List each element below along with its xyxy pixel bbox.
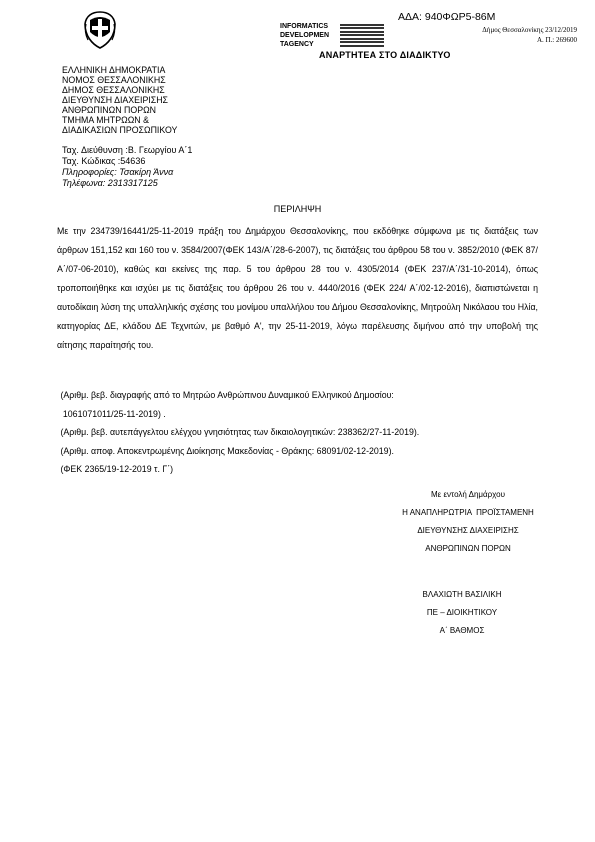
logo-fine-print bbox=[340, 22, 384, 48]
references-list bbox=[58, 386, 419, 479]
organization-block: ΕΛΛΗΝΙΚΗ ΔΗΜΟΚΡΑΤΙΑ ΝΟΜΟΣ ΘΕΣΣΑΛΟΝΙΚΗΣ ΔΗΜΟΣ ΘΕΣΣΑΛΟΝΙΚΗΣ ΔΙΕΥΘΥΝΣΗ ΔΙΑΧΕΙΡΙΣΗΣ ΑΝΘΡΩΠΙΝΩΝ ΠΟΡΩΝ ΤΜΗΜΑ ΜΗΤΡΩΩΝ & ΔΙΑΔΙΚΑΣΙΩΝ ΠΡΟΣΩΠΙΚΟΥ bbox=[62, 65, 178, 135]
greek-emblem-icon bbox=[82, 10, 118, 50]
info-person: Πληροφορίες: Τσακίρη Άννα bbox=[62, 167, 174, 177]
phone: Τηλέφωνα: 2313317125 bbox=[62, 178, 158, 188]
posting-notice: ΑΝΑΡΤΗΤΕΑ ΣΤΟ ΔΙΑΔΙΚΤΥΟ bbox=[319, 50, 451, 60]
reference-line: (ΦΕΚ 2365/19-12-2019 τ. Γ΄) bbox=[58, 464, 174, 474]
address: Ταχ. Διεύθυνση :Β. Γεωργίου Α΄1 bbox=[62, 145, 193, 155]
informatics-logo: INFORMATICS DEVELOPMEN TAGENCY bbox=[280, 23, 330, 48]
reference-line: 1061071011/25-11-2019) . bbox=[58, 408, 166, 419]
reference-line: (Αριθμ. βεβ. αυτεπάγγελτου ελέγχου γνησιότητας των δικαιολογητικών: 238362/27-11-2019). bbox=[58, 427, 420, 437]
document-date: Δήμος Θεσσαλονίκης 23/12/2019 bbox=[482, 26, 577, 34]
signer-name-block: ΒΛΑΧΙΩΤΗ ΒΑΣΙΛΙΚΗ ΠΕ – ΔΙΟΙΚΗΤΙΚΟΥ Α΄ ΒΑΘΜΟΣ bbox=[422, 590, 502, 635]
contact-block bbox=[62, 145, 192, 189]
reference-line: (Αριθμ. αποφ. Αποκεντρωμένης Διοίκησης Μακεδονίας - Θράκης: 68091/02-12-2019). bbox=[58, 445, 394, 456]
ada-code: ΑΔΑ: 940ΦΩΡ5-86Μ bbox=[398, 11, 496, 23]
signature-authority: Με εντολή Δημάρχου Η ΑΝΑΠΛΗΡΩΤΡΙΑ ΠΡΟΪΣΤΑΜΕΝΗ ΔΙΕΥΘΥΝΣΗΣ ΔΙΑΧΕΙΡΙΣΗΣ ΑΝΘΡΩΠΙΝΩΝ ΠΟΡΩΝ bbox=[402, 490, 534, 553]
protocol-number: Α. Π.: 269600 bbox=[536, 36, 577, 44]
date-protocol bbox=[482, 25, 577, 45]
postcode: Ταχ. Κώδικας :54636 bbox=[62, 156, 146, 166]
summary-body: Με την 234739/16441/25-11-2019 πράξη του Δημάρχου Θεσσαλονίκης, που εκδόθηκε σύμφωνα με τις διατάξεις των άρθρων 151,152 και 160 του ν. 3584/2007(ΦΕΚ 143/Α΄/28-6-2007), τις διατάξεις του άρθρου 58 του ν. 3852/2010 (ΦΕΚ 87/Α΄/07-06-2010), καθώς και εκείνες της παρ. 5 του άρθρου 28 του ν. 4305/2014 (ΦΕΚ 237/Α΄/31-10-2014), όπως τροποποιήθηκε και ισχύει με τις διατάξεις του άρθρου 26 του ν. 4440/2016 (ΦΕΚ 224/ Α΄/02-12-2016), διαπιστώνεται η αυτοδίκαιη λύση της υπαλληλικής σχέσης του μονίμου υπαλλήλου του Δήμου Θεσσαλονίκης, Μητρούλη Νικόλαου του Ηλία, κατηγορίας ΔΕ, κλάδου ΔΕ Τεχνιτών, με βαθμό Α', την 25-11-2019, λόγω παρέλευσης διμήνου από την υποβολή της αίτησης παραίτησής του. bbox=[57, 226, 538, 350]
document-title: ΠΕΡΙΛΗΨΗ bbox=[273, 204, 322, 214]
reference-line: (Αριθμ. βεβ. διαγραφής από το Μητρώο Ανθρώπινου Δυναμικού Ελληνικού Δημοσίου: bbox=[58, 390, 394, 400]
